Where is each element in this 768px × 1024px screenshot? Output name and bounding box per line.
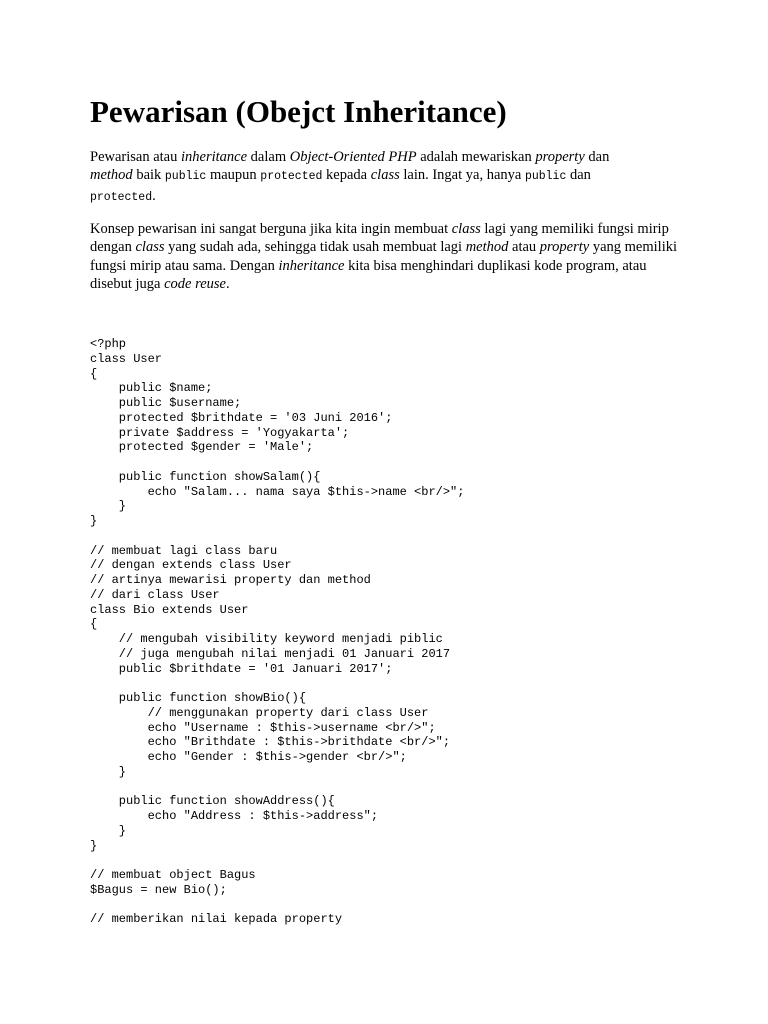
text-run: atau [508,239,540,256]
emphasis: property [539,239,590,256]
intro-paragraph [90,148,690,207]
text-run: dalam [247,149,290,165]
text-run: adalah mewariskan [416,149,536,165]
emphasis: class [370,167,400,184]
text-run: . [152,187,156,204]
text-run: lain. Ingat ya, hanya [399,167,525,184]
emphasis: property [535,149,585,165]
text-run: maupun [206,167,261,184]
text-run: . [225,276,230,293]
emphasis: method [90,167,133,184]
text-run: yang memiliki fungsi mirip atau sama. Dengan [90,239,677,274]
emphasis: code reuse [164,276,226,293]
emphasis: Object-Oriented PHP [289,149,417,165]
concept-paragraph [90,220,690,294]
text-run: Konsep pewarisan ini sangat berguna jika kita ingin membuat [90,221,452,237]
inline-code: protected [260,170,323,184]
inline-code: public [524,170,567,184]
text-run: baik [132,167,165,184]
emphasis: inheritance [181,149,248,165]
inline-code: protected [90,190,153,204]
emphasis: method [465,239,509,256]
text-run: lagi yang memiliki fungsi mirip dengan [90,221,669,256]
emphasis: inheritance [278,257,345,274]
emphasis: class [451,221,481,237]
text-run: yang sudah ada, sehingga tidak usah membuat lagi [164,239,466,256]
emphasis: class [135,239,165,256]
text-run: dan [566,167,591,184]
text-run: kita bisa menghindari duplikasi kode program, atau disebut juga [90,257,647,293]
page-title: Pewarisan (Obejct Inheritance) [90,94,507,129]
text-run: dan [584,149,610,165]
inline-code: public [164,170,207,184]
text-run: kepada [322,167,371,184]
php-code-block: <?php class User { public $name; public $username; protected $brithdate = '03 Juni 2016'; private $address = 'Yogyakarta'; protected $gender = 'Male'; public function showSalam(){ echo "Salam... nama saya $this->name <br/>"; } } // membuat lagi class baru // dengan extends class User // artinya mewarisi property dan method // dari class User class Bio extends User { // mengubah visibility keyword menjadi piblic // juga mengubah nilai menjadi 01 Januari 2017 public $brithdate = '01 Januari 2017'; public function showBio(){ // menggunakan property dari class User echo "Username : $this->username <br/>"; echo "Brithdate : $this->brithdate <br/>"; echo "Gender : $this->gender <br/>"; } public function showAddress(){ echo "Address : $this->address"; } } // membuat object Bagus $Bagus = new Bio(); // memberikan nilai kepada property [90,337,465,927]
text-run: Pewarisan atau [90,149,181,165]
